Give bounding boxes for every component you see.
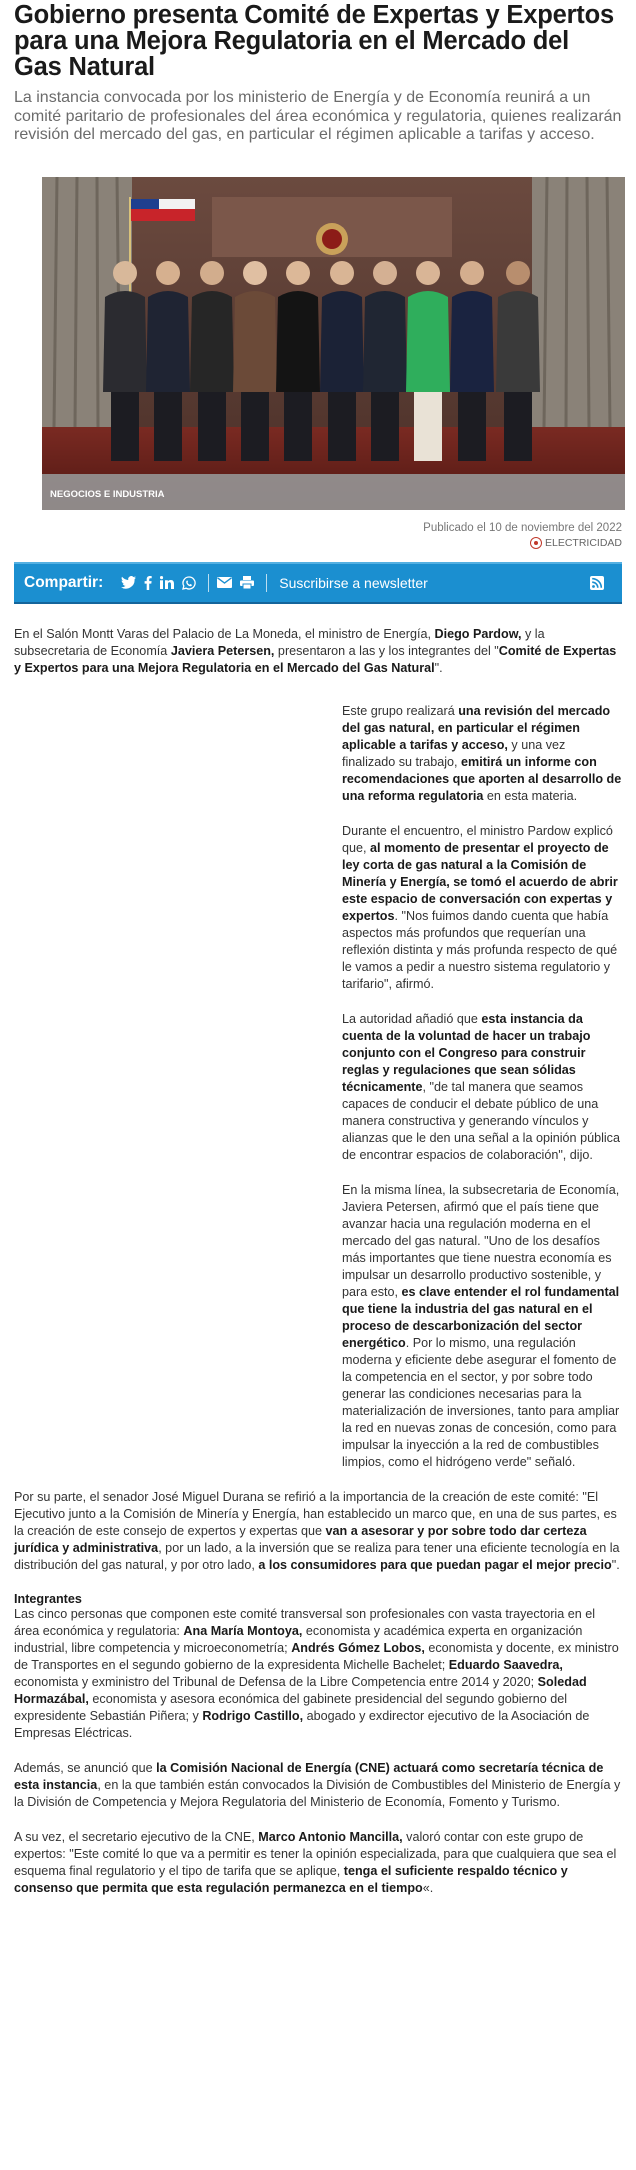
body-text: economista y asesora económica del gabinete presidencial del segundo gobierno del expresidente Sebastián Piñera; y — [14, 1691, 568, 1723]
body-text: En la misma línea, la subsecretaria de Economía, Javiera Petersen, afirmó que el país tiene que avanzar hacia una regulación moderna en el mercado del gas natural. "Uno de los desafíos más importantes que tiene nuestra economía es impulsar un desarrollo productivo sostenible, y para esto, — [342, 1182, 620, 1299]
category-tag[interactable] — [14, 537, 622, 549]
body-text: economista y docente, ex ministro de Transportes en el segundo gobierno de la expresidenta Michelle Bachelet; — [14, 1640, 619, 1672]
category-tag-icon — [530, 537, 542, 549]
email-icon[interactable] — [217, 577, 232, 588]
linkedin-icon[interactable] — [160, 576, 174, 589]
narrow-column — [342, 703, 622, 1471]
body-text: Las cinco personas que componen este comité transversal son profesionales con vasta trayectoria en el área económica y regulatoria: — [14, 1606, 596, 1638]
body-text: Durante el encuentro, el ministro Pardow explicó que, — [342, 823, 613, 855]
body-text: ". — [611, 1557, 620, 1572]
category-tag-label[interactable]: ELECTRICIDAD — [544, 536, 622, 549]
body-text: «. — [422, 1880, 434, 1895]
body-text: . "Nos fuimos dando cuenta que había aspectos más profundos que requerían una reflexión distinta y más profunda respecto de qué le vamos a pedir a nuestro sistema regulatorio y tarifario", afirmó. — [342, 908, 618, 991]
share-divider — [208, 574, 209, 592]
emphasis-text: una revisión del mercado del gas natural, en particular el régimen aplicable a tarifas y acceso, — [342, 703, 611, 752]
paragraph — [342, 823, 622, 993]
emphasis-text: Eduardo Saavedra, — [448, 1657, 563, 1672]
emphasis-text: Rodrigo Castillo, — [202, 1708, 304, 1723]
emphasis-text: esta instancia da cuenta de la voluntad de hacer un trabajo conjunto con el Congreso para construir reglas y regulaciones que sean sólidas técnicamente — [342, 1011, 591, 1094]
share-divider — [266, 574, 267, 592]
emphasis-text: Diego Pardow, — [434, 626, 522, 641]
paragraph — [342, 1011, 622, 1164]
emphasis-text: tenga el suficiente respaldo técnico y consenso que permita que esta regulación permanezca en el tiempo — [14, 1863, 568, 1895]
emphasis-text: Soledad Hormazábal, — [14, 1674, 587, 1706]
group-photo-image — [42, 177, 625, 510]
body-text: y la subsecretaria de Economía — [14, 626, 545, 658]
subscribe-newsletter-link[interactable]: Suscribirse a newsletter — [279, 574, 428, 591]
body-text: economista y exministro del Tribunal de Defensa de la Libre Competencia entre 2014 y 2020; — [14, 1674, 538, 1689]
article-subtitle: La instancia convocada por los ministerio de Energía y de Economía reunirá a un comité paritario de profesionales del área económica y regulatoria, quienes realizarán revisión del mercado del gas, en particular el régimen aplicable a tarifas y acceso. — [14, 89, 622, 143]
body-text: economista y académica experta en organización industrial, libre competencia y microeconometría; — [14, 1623, 583, 1655]
body-text: en esta materia. — [483, 788, 578, 803]
section-heading-integrantes: Integrantes — [14, 1591, 82, 1606]
emphasis-text: emitirá un informe con recomendaciones que aporten al desarrollo de una reforma regulatoria — [342, 754, 622, 803]
whatsapp-icon[interactable] — [182, 576, 196, 590]
body-text: En el Salón Montt Varas del Palacio de La Moneda, el ministro de Energía, — [14, 626, 435, 641]
body-text: y una vez finalizado su trabajo, — [342, 737, 566, 769]
paragraph-intro — [14, 626, 622, 677]
print-icon[interactable] — [240, 576, 254, 589]
emphasis-text: es clave entender el rol fundamental que tiene la industria del gas natural en el proceso de descarbonización del sector energético — [342, 1284, 620, 1350]
body-text: , "de tal manera que seamos capaces de conducir el debate público de una manera constructiva y generando vínculos y alianzas que le den una señal a la opinión pública de encontrar espacios de colaboración", dijo. — [342, 1079, 620, 1162]
body-text: Por su parte, el senador José Miguel Durana se refirió a la importancia de la creación de este comité: "El Ejecutivo junto a la Comisión de Minería y Energía, han establecido un marco que, en una de sus partes, es la creación de este consejo de expertos y expertas que — [14, 1489, 617, 1538]
paragraph — [14, 1760, 622, 1811]
body-text: . Por lo mismo, una regulación moderna y eficiente debe asegurar el fomento de la competencia en el sector, y por sobre todo generar las condiciones necesarias para la materialización de inversiones, tanto para ampliar la red en nuevas zonas de concesión, como para impulsar la inyección a la red de combustibles limpios, como el hidrógeno verde" señaló. — [342, 1335, 620, 1469]
article-title: Gobierno presenta Comité de Expertas y Expertos para una Mejora Regulatoria en el Mercado del Gas Natural — [14, 1, 614, 81]
body-text: abogado y exdirector ejecutivo de la Asociación de Empresas Eléctricas. — [14, 1708, 590, 1740]
emphasis-text: van a asesorar y por sobre todo dar certeza jurídica y administrativa — [14, 1523, 587, 1555]
body-text: valoró contar con este grupo de expertos: "Este comité lo que va a permitir es tener la opinión especializada, para que cualquiera que sea el esquema final regulatorio y el tipo de tarifa que se aplique, — [14, 1829, 617, 1878]
body-text: A su vez, el secretario ejecutivo de la CNE, — [14, 1829, 259, 1844]
body-text: , en la que también están convocados la División de Combustibles del Ministerio de Energía y la División de Competencia y Mejora Regulatoria del Ministerio de Economía, Fomento y Turismo. — [14, 1777, 621, 1809]
paragraph — [14, 1606, 622, 1742]
emphasis-text: a los consumidores para que puedan pagar el mejor precio — [258, 1557, 612, 1572]
body-text: Además, se anunció que — [14, 1760, 157, 1775]
body-text: Este grupo realizará — [342, 703, 459, 718]
photo-category-label: NEGOCIOS E INDUSTRIA — [42, 474, 625, 510]
emphasis-text: Javiera Petersen, — [170, 643, 275, 658]
emphasis-text: la Comisión Nacional de Energía (CNE) actuará como secretaría técnica de esta instancia — [14, 1760, 604, 1792]
article-photo — [42, 177, 625, 510]
publish-date: Publicado el 10 de noviembre del 2022 — [423, 521, 622, 534]
share-label: Compartir: — [24, 573, 104, 591]
rss-icon[interactable] — [590, 576, 604, 590]
body-text: ". — [434, 660, 443, 675]
body-text: , por un lado, a la inversión que se realiza para tener una eficiente tecnología en la distribución del gas natural, y por otro lado, — [14, 1540, 620, 1572]
twitter-icon[interactable] — [121, 576, 136, 589]
paragraph — [342, 1182, 622, 1471]
emphasis-text: al momento de presentar el proyecto de ley corta de gas natural a la Comisión de Minería y Energía, se tomó el acuerdo de abrir este espacio de conversación con expertas y expertos — [342, 840, 618, 923]
emphasis-text: Andrés Gómez Lobos, — [291, 1640, 425, 1655]
facebook-icon[interactable] — [144, 576, 152, 590]
emphasis-text: Comité de Expertas y Expertos para una Mejora Regulatoria en el Mercado del Gas Natural — [14, 643, 617, 675]
share-bar — [14, 562, 622, 604]
body-text: presentaron a las y los integrantes del " — [274, 643, 499, 658]
emphasis-text: Ana María Montoya, — [183, 1623, 303, 1638]
paragraph — [342, 703, 622, 805]
paragraph — [14, 1489, 622, 1574]
paragraph — [14, 1829, 622, 1897]
body-text: La autoridad añadió que — [342, 1011, 482, 1026]
emphasis-text: Marco Antonio Mancilla, — [258, 1829, 403, 1844]
